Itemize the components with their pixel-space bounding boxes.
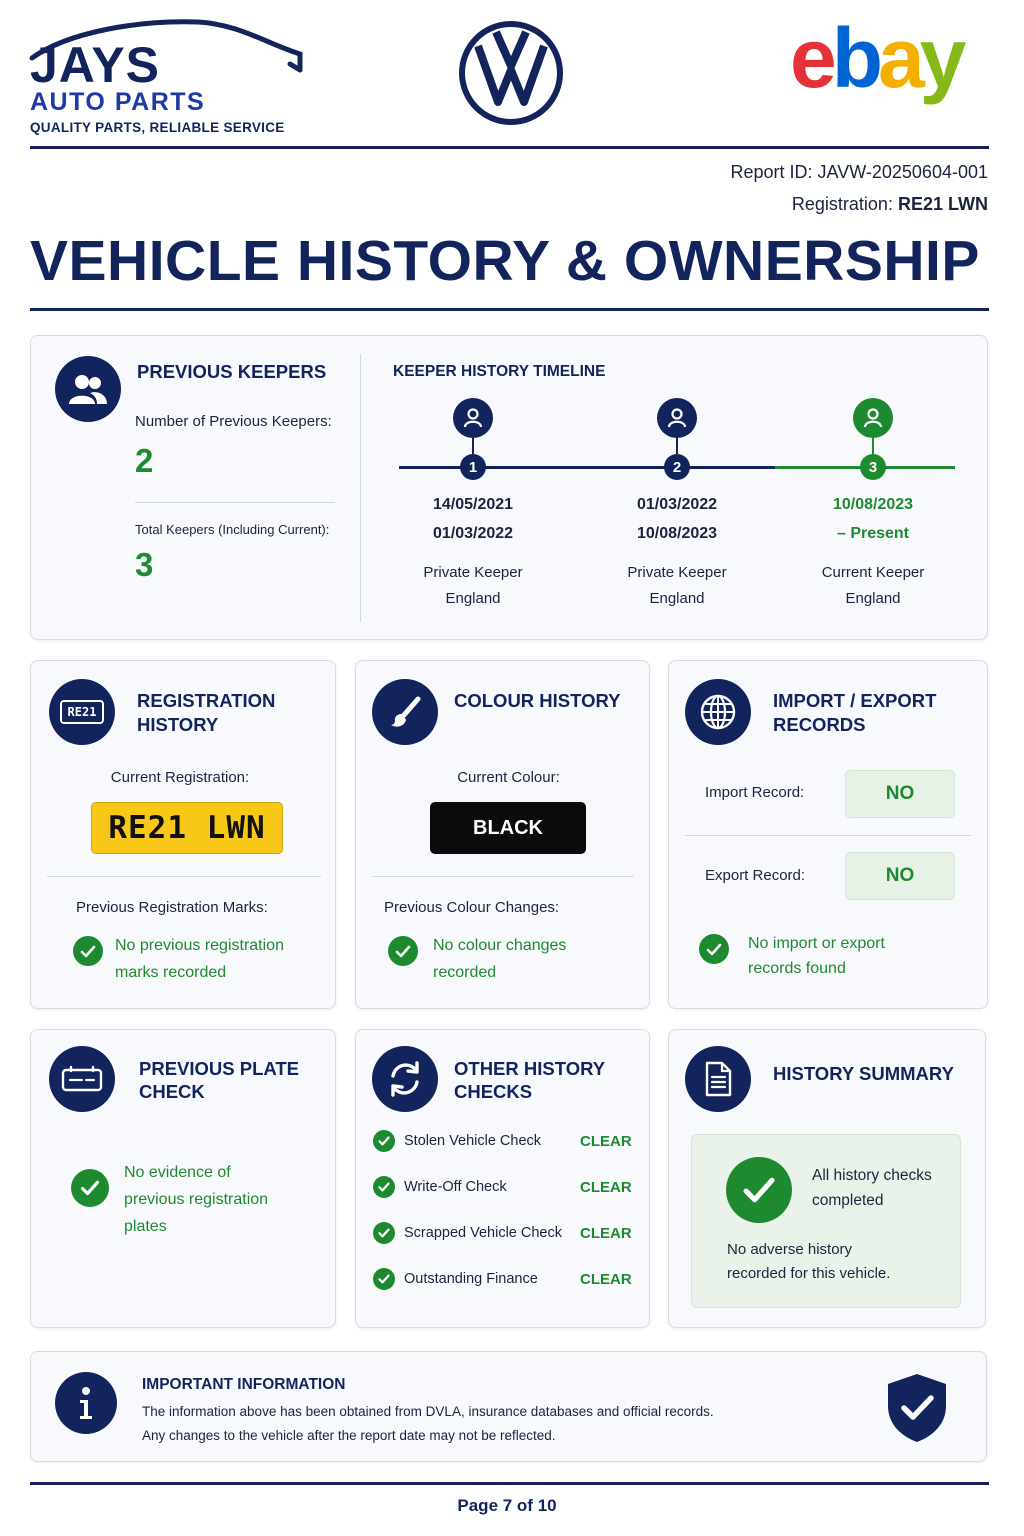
write-off-check-value: CLEAR bbox=[580, 1178, 632, 1196]
keepers-card bbox=[30, 335, 988, 640]
registration-title-2: HISTORY bbox=[137, 714, 219, 735]
summary-line-4: recorded for this vehicle. bbox=[727, 1265, 891, 1282]
import-export-status-1: No import or export bbox=[748, 935, 885, 952]
page-title: VEHICLE HISTORY & OWNERSHIP bbox=[30, 229, 980, 293]
colour-status-1: No colour changes bbox=[433, 937, 567, 954]
scrapped-check-value: CLEAR bbox=[580, 1224, 632, 1242]
previous-keepers-value: 2 bbox=[135, 442, 154, 479]
write-off-check-icon bbox=[373, 1176, 395, 1198]
keeper-3-region: England bbox=[845, 590, 901, 607]
globe-icon bbox=[685, 679, 751, 745]
plate-check-title-2: CHECK bbox=[139, 1081, 205, 1102]
document-icon bbox=[685, 1046, 751, 1112]
finance-check-name: Outstanding Finance bbox=[404, 1271, 538, 1287]
footer-divider bbox=[30, 1482, 989, 1485]
import-export-title-1: IMPORT / EXPORT bbox=[773, 690, 937, 711]
plate-icon bbox=[49, 679, 115, 745]
plate-check-title-1: PREVIOUS PLATE bbox=[139, 1058, 300, 1079]
keeper-2-type: Private Keeper bbox=[627, 564, 727, 581]
registration-check-icon bbox=[73, 936, 103, 966]
summary-card bbox=[668, 1029, 986, 1328]
keepers-separator bbox=[135, 502, 335, 503]
plate-icon-text: RE21 bbox=[60, 700, 104, 724]
ebay-letter-a: a bbox=[878, 11, 920, 105]
keeper-2-number: 2 bbox=[664, 454, 690, 480]
colour-status-2: recorded bbox=[433, 964, 497, 981]
write-off-check-name: Write-Off Check bbox=[404, 1179, 507, 1195]
colour-title: COLOUR HISTORY bbox=[454, 690, 621, 711]
plate-check-card bbox=[30, 1029, 336, 1328]
keeper-3-from: 10/08/2023 bbox=[832, 496, 914, 513]
stolen-check-value: CLEAR bbox=[580, 1132, 632, 1150]
colour-separator bbox=[372, 876, 634, 877]
keeper-2-region: England bbox=[649, 590, 705, 607]
keeper-3-stem bbox=[872, 438, 874, 454]
previous-registration-label: Previous Registration Marks: bbox=[76, 899, 268, 916]
registration-plate: RE21 LWN bbox=[91, 802, 283, 854]
keeper-2-from: 01/03/2022 bbox=[636, 496, 718, 513]
keeper-1-from: 14/05/2021 bbox=[432, 496, 514, 513]
import-export-title-2: RECORDS bbox=[773, 714, 866, 735]
import-export-card bbox=[668, 660, 988, 1009]
timeline-title: KEEPER HISTORY TIMELINE bbox=[393, 363, 606, 380]
summary-title: HISTORY SUMMARY bbox=[773, 1063, 954, 1084]
keeper-2-to: 10/08/2023 bbox=[636, 525, 718, 542]
colour-card bbox=[355, 660, 650, 1009]
info-line-1: The information above has been obtained from DVLA, insurance databases and official records. bbox=[142, 1404, 714, 1419]
info-title: IMPORTANT INFORMATION bbox=[142, 1376, 346, 1393]
total-keepers-value: 3 bbox=[135, 546, 154, 583]
keepers-title: PREVIOUS KEEPERS bbox=[137, 361, 327, 382]
scrapped-check-name: Scrapped Vehicle Check bbox=[404, 1225, 562, 1241]
previous-colour-label: Previous Colour Changes: bbox=[384, 899, 560, 916]
import-record-label: Import Record: bbox=[705, 784, 805, 801]
import-record-value: NO bbox=[845, 770, 955, 818]
registration-separator bbox=[47, 876, 321, 877]
summary-panel bbox=[691, 1134, 961, 1308]
summary-line-1: All history checks bbox=[812, 1167, 932, 1184]
summary-line-2: completed bbox=[812, 1192, 884, 1209]
header-divider bbox=[30, 146, 989, 149]
registration-label: Registration: bbox=[791, 194, 893, 214]
users-icon bbox=[55, 356, 121, 422]
plate-check-status-3: plates bbox=[124, 1218, 167, 1235]
other-checks-title-2: CHECKS bbox=[454, 1081, 533, 1102]
report-id: Report ID: JAVW-20250604-001 bbox=[730, 162, 988, 182]
keeper-2-person-icon bbox=[657, 398, 697, 438]
plate-check-icon bbox=[49, 1046, 115, 1112]
current-registration-label: Current Registration: bbox=[110, 769, 250, 786]
check-row-stolen bbox=[373, 1118, 632, 1164]
finance-check-icon bbox=[373, 1268, 395, 1290]
registration-line bbox=[792, 194, 988, 215]
registration-card bbox=[30, 660, 336, 1009]
registration-status-2: marks recorded bbox=[115, 964, 227, 981]
scrapped-check-icon bbox=[373, 1222, 395, 1244]
plate-check-status-2: previous registration bbox=[124, 1191, 269, 1208]
ebay-letter-y: y bbox=[919, 11, 962, 105]
other-checks-title-1: OTHER HISTORY bbox=[454, 1058, 606, 1079]
check-row-write-off bbox=[373, 1164, 632, 1210]
info-icon bbox=[55, 1372, 117, 1434]
keeper-1-stem bbox=[472, 438, 474, 454]
brand-sub: AUTO PARTS bbox=[30, 88, 206, 116]
stolen-check-icon bbox=[373, 1130, 395, 1152]
stolen-check-name: Stolen Vehicle Check bbox=[404, 1133, 542, 1149]
keeper-3-person-icon bbox=[853, 398, 893, 438]
keeper-3-to: – Present bbox=[836, 525, 910, 542]
export-record-label: Export Record: bbox=[705, 867, 806, 884]
keeper-2-stem bbox=[676, 438, 678, 454]
current-colour-value: BLACK bbox=[430, 802, 586, 854]
timeline-line-navy bbox=[399, 466, 775, 469]
paintbrush-icon bbox=[372, 679, 438, 745]
ebay-letter-b: b bbox=[831, 11, 879, 105]
plate-check-status-1: No evidence of bbox=[124, 1164, 231, 1181]
brand-tagline: QUALITY PARTS, RELIABLE SERVICE bbox=[30, 120, 285, 135]
keeper-3-number: 3 bbox=[860, 454, 886, 480]
summary-check-icon bbox=[726, 1157, 792, 1223]
summary-line-3: No adverse history bbox=[727, 1241, 853, 1258]
check-row-scrapped bbox=[373, 1210, 632, 1256]
export-record-value: NO bbox=[845, 852, 955, 900]
registration-value: RE21 LWN bbox=[897, 194, 988, 214]
current-colour-label: Current Colour: bbox=[457, 769, 560, 786]
check-row-finance bbox=[373, 1256, 632, 1302]
page-number: Page 7 of 10 bbox=[457, 1496, 557, 1515]
info-line-2: Any changes to the vehicle after the report date may not be reflected. bbox=[142, 1428, 556, 1443]
plate-check-check-icon bbox=[71, 1169, 109, 1207]
refresh-icon bbox=[372, 1046, 438, 1112]
keeper-1-type: Private Keeper bbox=[423, 564, 523, 581]
keeper-1-region: England bbox=[445, 590, 501, 607]
info-card bbox=[30, 1351, 987, 1462]
total-keepers-label: Total Keepers (Including Current): bbox=[135, 522, 330, 537]
registration-title-1: REGISTRATION bbox=[137, 690, 276, 711]
shield-check-icon bbox=[885, 1372, 949, 1444]
keeper-1-person-icon bbox=[453, 398, 493, 438]
keepers-vertical-divider bbox=[360, 354, 361, 622]
title-divider bbox=[30, 308, 989, 311]
colour-check-icon bbox=[388, 936, 418, 966]
import-export-check-icon bbox=[699, 934, 729, 964]
other-checks-card bbox=[355, 1029, 650, 1328]
registration-status-1: No previous registration bbox=[115, 937, 284, 954]
brand-name: JAYS bbox=[30, 37, 161, 93]
vw-logo-icon bbox=[458, 20, 564, 126]
finance-check-value: CLEAR bbox=[580, 1270, 632, 1288]
keeper-3-type: Current Keeper bbox=[821, 564, 925, 581]
import-export-status-2: records found bbox=[748, 960, 846, 977]
previous-keepers-label: Number of Previous Keepers: bbox=[135, 413, 332, 430]
import-export-separator bbox=[685, 835, 971, 836]
other-checks-list bbox=[373, 1118, 632, 1302]
ebay-letter-e: e bbox=[790, 11, 832, 105]
keeper-1-number: 1 bbox=[460, 454, 486, 480]
keeper-1-to: 01/03/2022 bbox=[432, 525, 514, 542]
ebay-logo bbox=[790, 11, 962, 105]
